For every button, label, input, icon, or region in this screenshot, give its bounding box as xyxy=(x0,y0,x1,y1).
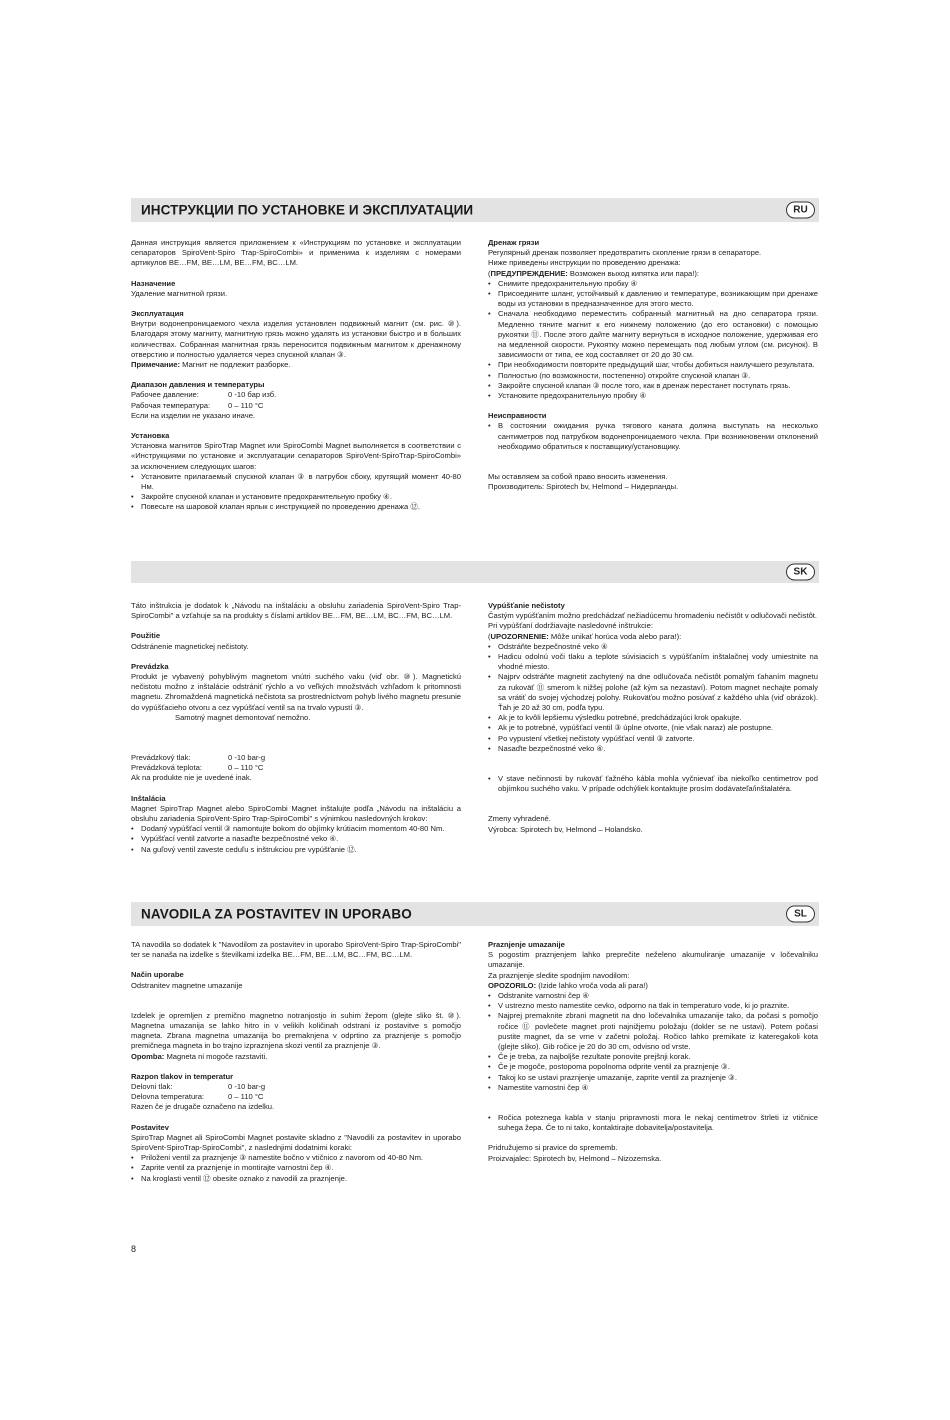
page-number: 8 xyxy=(131,1244,137,1254)
sl-maker: Proizvajalec: Spirotech bv, Helmond – Nizozemska. xyxy=(488,1153,662,1163)
sl-drain-heading: Praznjenje umazanije xyxy=(488,940,565,949)
language-badge-sk: SK xyxy=(786,564,815,581)
sk-temp-row: Prevádzková teplota: 0 – 110 °C xyxy=(131,763,264,773)
sl-right-column xyxy=(488,940,818,1164)
list-item: • Ak je to potrebné, vypúšťací ventil ③ úplne otvorte, (nie však naraz) ale postupne. xyxy=(488,723,818,733)
sk-rights: Zmeny vyhradené. xyxy=(488,814,551,824)
sk-use: Odstránenie magnetickej nečistoty. xyxy=(131,641,249,651)
sk-op-note: Samotný magnet demontovať nemožno. xyxy=(175,712,311,722)
ru-operation: Внутри водонепроницаемого чехла изделия установлен подвижный магнит (см. рис. ⑩). Благодаря этому магниту, магнитную грязь можно удалять из установки быстро и в больших количествах. Собранная магнитная грязь переносится подвижным магнитом к дренажному отверстию и полностью удаляется через спускной клапан ③. xyxy=(131,319,461,359)
sk-fault-steps xyxy=(488,774,818,794)
sk-pressure-row: Prevádzkový tlak: 0 -10 bar-g xyxy=(131,753,266,763)
ru-purpose: Удаление магнитной грязи. xyxy=(131,288,228,298)
sl-inst: SpiroTrap Magnet ali SpiroCombi Magnet postavite skladno z "Navodili za postavitev in uporabo SpiroVent-SpiroTrap-SpiroCombi", z naslednjimi dodatnimi koraki: xyxy=(131,1132,461,1153)
list-item: • Установите прилагаемый спускной клапан ③ в патрубок сбоку, крутящий момент 40-80 Нм. xyxy=(131,472,461,492)
list-item: • Priloženi ventil za praznjenje ③ namestite bočno v vtičnico z navorom od 40-80 Nm. xyxy=(131,1153,461,1163)
list-item: • Če je treba, za najboljše rezultate ponovite prejšnji korak. xyxy=(488,1052,818,1062)
section-header-ru xyxy=(131,198,819,222)
list-item: • Na kroglasti ventil ⑫ obesite oznako z navodili za praznjenje. xyxy=(131,1174,461,1184)
list-item: • Na guľový ventil zaveste ceduľu s inštrukciou pre vypúšťanie ⑫. xyxy=(131,845,461,855)
list-item: • V stave nečinnosti by rukoväť ťažného kábla mohla vyčnievať iba niekoľko centimetrov pod objímkou suchého vaku. V prípade odchýliek kontaktujte prosím dodávateľa/inštalatéra. xyxy=(488,774,818,794)
ru-range-note: Если на изделии не указано иначе. xyxy=(131,410,256,420)
ru-pressure-row: Рабочее давление: 0 -10 бар изб. xyxy=(131,390,277,400)
sl-inst-heading: Postavitev xyxy=(131,1122,169,1132)
list-item: • Najprej premaknite zbrani magnetit na dno ločevalnika umazanije tako, da počasi s pomočjo ročice ⑪ povlečete magnet proti najnižjemu položaju (dokler se ne ustavi). Potem počasi pustite magnet, da se vrne v začetni položaj. Ročico lahko premikate iz kateregakoli kota (glejte sliko). Gib ročice je 20 do 30 cm, odvisno od vrste. xyxy=(488,1011,818,1052)
sl-op: Izdelek je opremljen z premično magnetno notranjostjo in suhim žepom (glejte sliko št. ⑩). Magnetna umazanija se lahko hitro in v velikih količinah odstrani iz postavitve s pomočjo magneta. Zbrana magnetna umazanija bo premaknjena v odprtino za praznjenje s pomočjo premičnega magneta in bo trajno izpraznjena skozi ventil za praznjenje ③. xyxy=(131,1010,461,1051)
sk-drain-heading: Vypúšťanie nečistoty xyxy=(488,601,565,610)
sk-inst-steps xyxy=(131,824,461,855)
ru-fault-steps xyxy=(488,421,818,452)
sl-range-note: Razen če je drugače označeno na izdelku. xyxy=(131,1102,275,1112)
ru-right-column xyxy=(488,238,818,492)
list-item: • Namestite varnostni čep ④ xyxy=(488,1083,818,1093)
ru-intro: Данная инструкция является приложением к «Инструкциям по установке и эксплуатации сепараторов SpiroVent-Spiro Trap-SpiroCombi» и применима к изделиям с номерами артикулов BE…FM, BE…LM, BE…FM, BC…LM. xyxy=(131,238,461,268)
ru-install: Установка магнитов SpiroTrap Magnet или SpiroCombi Magnet выполняется в соответствии с «Инструкциями по установке и эксплуатации сепараторов SpiroVent-SpiroTrap-SpiroCombi» за исключением следующих шагов: xyxy=(131,441,461,471)
list-item: • Odstráňte bezpečnostné veko ④ xyxy=(488,642,818,652)
ru-install-heading: Установка xyxy=(131,431,170,441)
list-item: • Закройте спускной клапан ③ после того, как в дренаж перестанет поступать грязь. xyxy=(488,381,818,391)
list-item: • Takoj ko se ustavi praznjenje umazanije, zaprite ventil za praznjenje ③. xyxy=(488,1073,818,1083)
list-item: • Закройте спускной клапан и установите предохранительную пробку ④. xyxy=(131,492,461,502)
sl-use-heading: Način uporabe xyxy=(131,970,184,980)
list-item: • Dodaný vypúšťací ventil ③ namontujte bokom do objímky krútiacim momentom 40-80 Nm. xyxy=(131,824,461,834)
list-item: • Najprv odstráňte magnetit zachytený na dne odlučovača nečistôt pomalým ťahaním magnetu za rukoväť ⑪ smerom k nižšej polohe (až kým sa nezastaví). Potom magnet nechajte pomaly sa vrátiť do svojej východzej polohy. Rukoväťou možno posúvať z každého uhla (viď obrázok). Ťah je 20 až 30 cm, podľa typu. xyxy=(488,672,818,713)
ru-install-steps xyxy=(131,472,461,513)
sk-left-column xyxy=(131,601,461,855)
sl-warning: OPOZORILO: (Izide lahko vroča voda ali para!) xyxy=(488,980,648,990)
sl-rights: Pridružujemo si pravice do sprememb. xyxy=(488,1143,618,1153)
sl-drain-2: Za praznjenje sledite spodnjim navodilom: xyxy=(488,970,630,980)
sl-intro: TA navodila so dodatek k "Navodilom za postavitev in uporabo SpiroVent-Spiro Trap-SpiroCombi" ter se nanaša na izdelke s številkami izdelka BE…FM, BE…LM, BC…FM, BC…LM. xyxy=(131,940,461,960)
sk-drain-2: Pri vypúšťaní dodržiavajte nasledovné inštrukcie: xyxy=(488,621,653,631)
sl-pressure-row: Delovni tlak: 0 -10 bar-g xyxy=(131,1082,266,1092)
sl-temp-row: Delovna temperatura: 0 – 110 °C xyxy=(131,1092,264,1102)
list-item: • Zaprite ventil za praznjenje in montirajte varnostni čep ④. xyxy=(131,1163,461,1173)
list-item: • Odstranite varnostni čep ④ xyxy=(488,991,818,1001)
sk-op-heading: Prevádzka xyxy=(131,661,169,671)
language-badge-ru: RU xyxy=(786,202,815,219)
list-item: • Ročica poteznega kabla v stanju pripravnosti mora le nekaj centimetrov štrleti iz vtičnice suhega žepa. Če to ni tako, kontaktirajte dobavitelja/postavitelja. xyxy=(488,1113,818,1133)
list-item: • Če je mogoče, postopoma popolnoma odprite ventil za praznjenje ③. xyxy=(488,1062,818,1072)
sk-drain-steps xyxy=(488,642,818,754)
ru-purpose-heading: Назначение xyxy=(131,278,176,288)
ru-drain-2: Ниже приведены инструкции по проведению дренажа: xyxy=(488,258,681,268)
sk-range-note: Ak na produkte nie je uvedené inak. xyxy=(131,773,252,783)
sl-range-heading: Razpon tlakov in temperatur xyxy=(131,1071,234,1081)
ru-warning: (ПРЕДУПРЕЖДЕНИЕ: Возможен выход кипятка или пара!): xyxy=(488,268,700,278)
ru-drain-steps xyxy=(488,279,818,401)
ru-drain-heading: Дренаж грязи xyxy=(488,238,540,247)
section-header-sk xyxy=(131,561,819,583)
ru-range-heading: Диапазон давления и температуры xyxy=(131,380,265,390)
list-item: • Полностью (по возможности, постепенно) откройте спускной клапан ③. xyxy=(488,371,818,381)
language-badge-sl: SL xyxy=(786,906,815,923)
sk-right-column xyxy=(488,601,818,835)
sk-use-heading: Použitie xyxy=(131,631,161,641)
section-title-sl: NAVODILA ZA POSTAVITEV IN UPORABO xyxy=(141,906,412,922)
ru-left-column xyxy=(131,238,461,513)
section-title-ru: ИНСТРУКЦИИ ПО УСТАНОВКЕ И ЭКСПЛУАТАЦИИ xyxy=(141,202,474,218)
list-item: • Ak je to kvôli lepšiemu výsledku potrebné, predchádzajúci krok opakujte. xyxy=(488,713,818,723)
list-item: • Hadicu odolnú voči tlaku a teplote súvisiacich s vypúšťaním inštalačnej vody umiestnite na vhodné miesto. xyxy=(488,652,818,672)
ru-drain-1: Регулярный дренаж позволяет предотвратить скопление грязи в сепараторе. xyxy=(488,248,762,258)
sk-op: Produkt je vybavený pohyblivým magnetom vnútri suchého vaku (viď obr. ⑩). Magnetickú nečistotu možno z inštalácie odstrániť rýchlo a vo veľkých množstvách vzhľadom k pritomnosti magnetu. Zhromaždená magnetická nečistota sa prostredníctvom pohyb livého magnetu presunie do vypúšťacieho otvoru a cez vypúšťací ventil sa na trvalo vypustí ③. xyxy=(131,672,461,712)
sk-intro: Táto inštrukcia je dodatok k „Návodu na inštaláciu a obsluhu zariadenia SpiroVent-Spiro Trap-SpiroCombi" a vzťahuje sa na produkty s číslami artiklov BE…FM, BE…LM, BC…FM, BC…LM. xyxy=(131,601,461,621)
sl-inst-steps xyxy=(131,1153,461,1184)
section-header-sl xyxy=(131,902,819,926)
list-item: • Сначала необходимо переместить собранный магнитный на дно сепаратора грязи. Медленно тяните магнит к его нижнему положению (до его остановки) с помощью рукоятки ⑪. После этого дайте магниту вернуться в исходное положение, удерживая его на медленной скорости. Рукоятку можно перемещать под любым углом (см. рисунок). В зависимости от типа, ее ход составляет от 20 до 30 см. xyxy=(488,309,818,360)
ru-rights: Мы оставляем за собой право вносить изменения. xyxy=(488,472,668,482)
sk-inst: Magnet SpiroTrap Magnet alebo SpiroCombi Magnet inštalujte podľa „Návodu na inštaláciu a obsluhu zariadenia SpiroVent-Spiro Trap-SpiroCombi" s výnimkou nasledovných krokov: xyxy=(131,803,461,824)
sl-left-column xyxy=(131,940,461,1184)
sl-note: Opomba: Magneta ni mogoče razstaviti. xyxy=(131,1051,268,1061)
ru-maker: Производитель: Spirotech bv, Helmond – Нидерланды. xyxy=(488,482,679,492)
ru-note: Примечание: Магнит не подлежит разборке. xyxy=(131,360,291,370)
list-item: • Повесьте на шаровой клапан ярлык с инструкцией по проведению дренажа ⑫. xyxy=(131,502,461,512)
list-item: • Vypúšťací ventil zatvorte a nasaďte bezpečnostné veko ④. xyxy=(131,834,461,844)
sk-maker: Výrobca: Spirotech bv, Helmond – Holandsko. xyxy=(488,824,643,834)
ru-temp-row: Рабочая температура: 0 – 110 °C xyxy=(131,400,264,410)
list-item: • В состоянии ожидания ручка тягового каната должна выступать на несколько сантиметров под патрубком водонепроницаемого чехла. При возникновении отклонений необходимо обратиться к поставщику/установщику. xyxy=(488,421,818,452)
sk-inst-heading: Inštalácia xyxy=(131,793,166,803)
list-item: • Установите предохранительную пробку ④ xyxy=(488,391,818,401)
ru-operation-heading: Эксплуатация xyxy=(131,309,184,319)
sl-drain-1: S pogostim praznjenjem lahko preprečite neželeno akumuliranje umazanije v ločevalniku umazanije. xyxy=(488,950,818,970)
list-item: • V ustrezno mesto namestite cevko, odporno na tlak in temperaturo vode, ki jo praznite. xyxy=(488,1001,818,1011)
list-item: • Снимите предохранительную пробку ④ xyxy=(488,279,818,289)
list-item: • Присоедините шланг, устойчивый к давлению и температуре, возникающим при дренаже воды из установки в предназначенное для этого место. xyxy=(488,289,818,309)
list-item: • Po vypustení všetkej nečistoty vypúšťací ventil ③ zatvorte. xyxy=(488,734,818,744)
sk-warning: (UPOZORNENIE: Môže unikať horúca voda alebo para!): xyxy=(488,631,682,641)
list-item: • При необходимости повторите предыдущий шаг, чтобы добиться наилучшего результата. xyxy=(488,360,818,370)
sl-use: Odstranitev magnetne umazanije xyxy=(131,980,243,990)
sl-drain-steps xyxy=(488,991,818,1093)
sk-drain-1: Častým vypúšťaním možno predchádzať nežiadúcemu hromadeniu nečistôt v odlučovači nečistôt. xyxy=(488,611,818,621)
sl-fault-steps xyxy=(488,1113,818,1133)
ru-fault-heading: Неисправности xyxy=(488,411,547,421)
list-item: • Nasaďte bezpečnostné veko ④. xyxy=(488,744,818,754)
